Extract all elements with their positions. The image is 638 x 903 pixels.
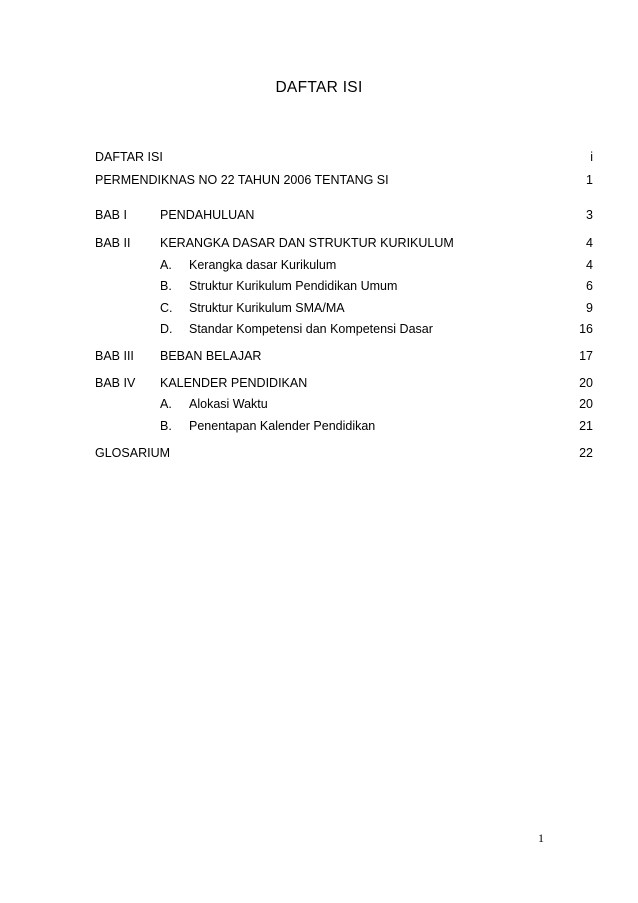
chapter-title: KALENDER PENDIDIKAN <box>160 376 308 390</box>
toc-entry-label: DAFTAR ISI <box>95 150 163 164</box>
toc-chapter-bab-3[interactable] <box>95 346 593 366</box>
chapter-title: KERANGKA DASAR DAN STRUKTUR KURIKULUM <box>160 236 454 250</box>
chapter-number: BAB II <box>95 236 131 250</box>
subsection-letter: B. <box>160 419 172 433</box>
page-title: DAFTAR ISI <box>275 79 363 96</box>
subsection-page: 6 <box>586 279 593 293</box>
subsection-page: 16 <box>579 322 593 336</box>
toc-chapter-bab-1[interactable] <box>95 205 593 225</box>
chapter-number: BAB I <box>95 208 127 222</box>
subsection-letter: D. <box>160 322 173 336</box>
subsection-title: Kerangka dasar Kurikulum <box>189 258 337 272</box>
toc-subsection[interactable] <box>95 416 593 436</box>
toc-chapter-bab-2[interactable] <box>95 233 593 253</box>
page-number: 1 <box>538 831 544 845</box>
subsection-page: 20 <box>579 397 593 411</box>
toc-entry-permendiknas[interactable] <box>95 170 593 190</box>
toc-subsection[interactable] <box>95 276 593 296</box>
toc-subsection[interactable] <box>95 394 593 414</box>
subsection-letter: C. <box>160 301 173 315</box>
chapter-page: 4 <box>586 236 593 250</box>
toc-subsection[interactable] <box>95 298 593 318</box>
toc-entry-daftar-isi[interactable] <box>95 147 593 167</box>
subsection-title: Alokasi Waktu <box>189 397 268 411</box>
chapter-number: BAB IV <box>95 376 136 390</box>
chapter-title: PENDAHULUAN <box>160 208 255 222</box>
toc-subsection[interactable] <box>95 319 593 339</box>
subsection-page: 21 <box>579 419 593 433</box>
subsection-title: Penentapan Kalender Pendidikan <box>189 419 376 433</box>
subsection-letter: A. <box>160 397 172 411</box>
chapter-number: BAB III <box>95 349 134 363</box>
chapter-title: BEBAN BELAJAR <box>160 349 262 363</box>
subsection-page: 4 <box>586 258 593 272</box>
toc-subsection[interactable] <box>95 255 593 275</box>
subsection-title: Struktur Kurikulum SMA/MA <box>189 301 345 315</box>
toc-entry-page: 22 <box>579 446 593 460</box>
subsection-title: Struktur Kurikulum Pendidikan Umum <box>189 279 398 293</box>
toc-entry-label: GLOSARIUM <box>95 446 171 460</box>
subsection-title: Standar Kompetensi dan Kompetensi Dasar <box>189 322 433 336</box>
toc-entry-label: PERMENDIKNAS NO 22 TAHUN 2006 TENTANG SI <box>95 173 389 187</box>
chapter-page: 3 <box>586 208 593 222</box>
subsection-letter: B. <box>160 279 172 293</box>
subsection-letter: A. <box>160 258 172 272</box>
chapter-page: 20 <box>579 376 593 390</box>
toc-entry-glosarium[interactable] <box>95 443 593 463</box>
chapter-page: 17 <box>579 349 593 363</box>
toc-entry-page: 1 <box>586 173 593 187</box>
toc-chapter-bab-4[interactable] <box>95 373 593 393</box>
toc-entry-page: i <box>590 150 593 164</box>
subsection-page: 9 <box>586 301 593 315</box>
